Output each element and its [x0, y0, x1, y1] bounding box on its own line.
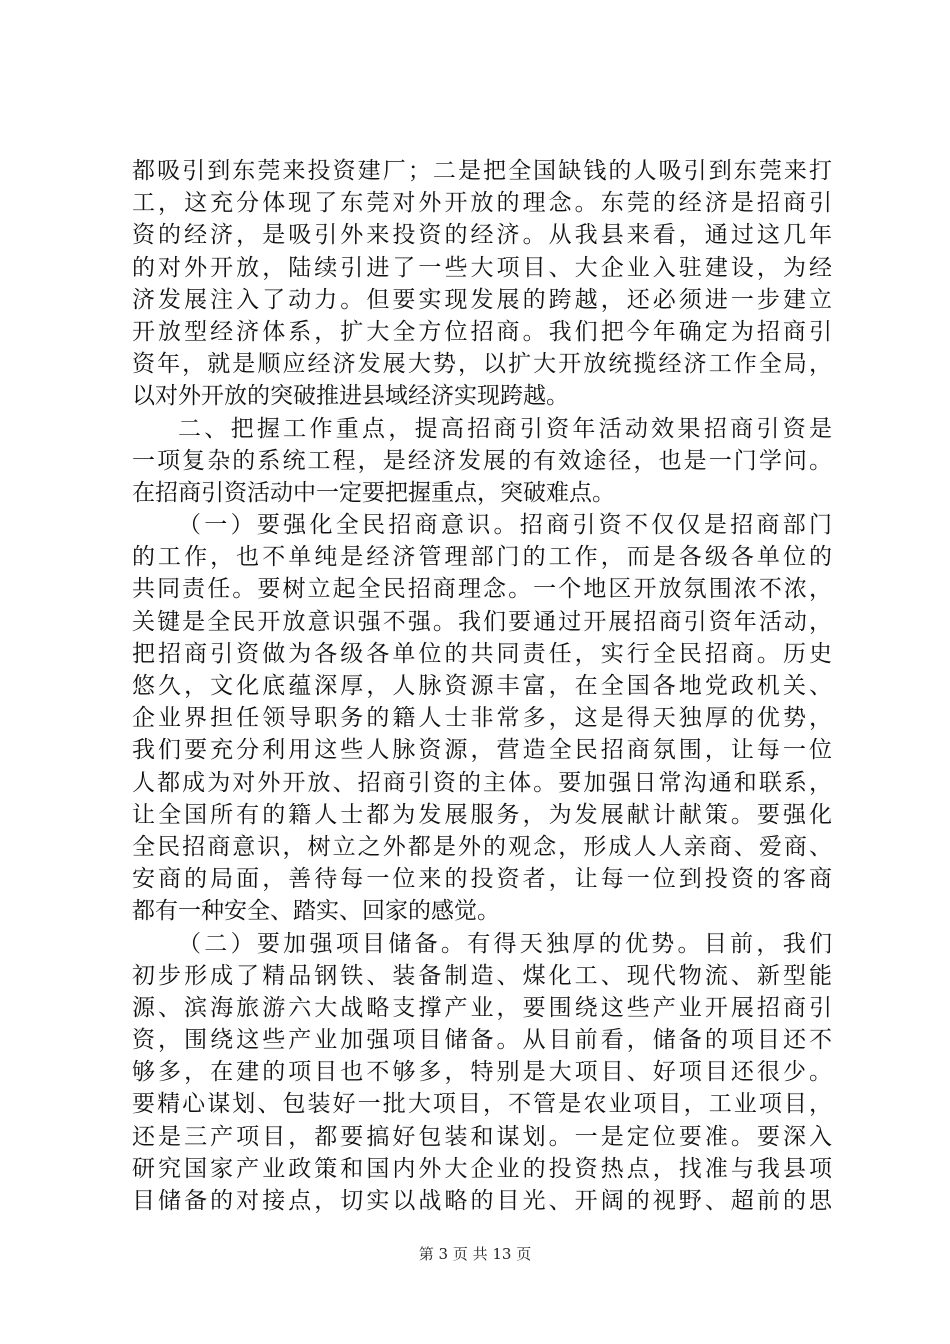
- text-line: 目储备的对接点，切实以战略的目光、开阔的视野、超前的思: [132, 1188, 832, 1214]
- text-line: 让全国所有的籍人士都为发展服务，为发展献计献策。要强化: [132, 801, 832, 828]
- text-line: 一项复杂的系统工程，是经济发展的有效途径，也是一门学问。: [132, 447, 832, 474]
- text-line: 企业界担任领导职务的籍人士非常多，这是得天独厚的优势，: [132, 705, 832, 732]
- text-line: 济发展注入了动力。但要实现发展的跨越，还必须进一步建立: [132, 286, 832, 313]
- text-line: 人都成为对外开放、招商引资的主体。要加强日常沟通和联系，: [132, 769, 832, 796]
- text-line: 关键是全民开放意识强不强。我们要通过开展招商引资年活动，: [132, 608, 832, 635]
- text-line: 源、滨海旅游六大战略支撑产业，要围绕这些产业开展招商引: [132, 994, 832, 1021]
- text-line: 资，围绕这些产业加强项目储备。从目前看，储备的项目还不: [132, 1027, 832, 1054]
- text-line: 共同责任。要树立起全民招商理念。一个地区开放氛围浓不浓，: [132, 576, 832, 603]
- text-line: 够多，在建的项目也不够多，特别是大项目、好项目还很少。: [132, 1059, 832, 1086]
- text-line: 二、把握工作重点，提高招商引资年活动效果招商引资是: [178, 415, 832, 442]
- text-line: 都吸引到东莞来投资建厂；二是把全国缺钱的人吸引到东莞来打: [132, 158, 832, 184]
- text-line: 研究国家产业政策和国内外大企业的投资热点，找准与我县项: [132, 1155, 832, 1182]
- text-line: 开放型经济体系，扩大全方位招商。我们把今年确定为招商引: [132, 318, 832, 345]
- text-line: 我们要充分利用这些人脉资源，营造全民招商氛围，让每一位: [132, 737, 832, 764]
- text-line: 以对外开放的突破推进县域经济实现跨越。: [132, 383, 569, 410]
- text-line: 还是三产项目，都要搞好包装和谋划。一是定位要准。要深入: [132, 1123, 832, 1150]
- text-line: 悠久，文化底蕴深厚，人脉资源丰富，在全国各地党政机关、: [132, 673, 832, 699]
- text-line: 初步形成了精品钢铁、装备制造、煤化工、现代物流、新型能: [132, 962, 832, 989]
- text-line: 在招商引资活动中一定要把握重点，突破难点。: [132, 479, 615, 506]
- text-line: 资的经济，是吸引外来投资的经济。从我县来看，通过这几年: [132, 222, 832, 249]
- text-line: 要精心谋划、包装好一批大项目，不管是农业项目，工业项目，: [132, 1091, 832, 1118]
- text-line: 都有一种安全、踏实、回家的感觉。: [132, 898, 500, 925]
- text-line: 安商的局面，善待每一位来的投资者，让每一位到投资的客商: [132, 866, 832, 893]
- document-body: [132, 155, 832, 1217]
- text-line: （二）要加强项目储备。有得天独厚的优势。目前，我们: [178, 930, 832, 957]
- text-line: 资年，就是顺应经济发展大势，以扩大开放统揽经济工作全局，: [132, 351, 832, 378]
- page-footer: 第 3 页 共 13 页: [418, 1245, 532, 1263]
- text-line: 的工作，也不单纯是经济管理部门的工作，而是各级各单位的: [132, 544, 832, 571]
- text-line: 工，这充分体现了东莞对外开放的理念。东莞的经济是招商引: [132, 190, 832, 217]
- text-line: 全民招商意识，树立之外都是外的观念，形成人人亲商、爱商、: [132, 833, 832, 860]
- text-line: 的对外开放，陆续引进了一些大项目、大企业入驻建设，为经: [132, 254, 832, 281]
- text-line: 把招商引资做为各级各单位的共同责任，实行全民招商。历史: [132, 640, 832, 667]
- text-line: （一）要强化全民招商意识。招商引资不仅仅是招商部门: [178, 512, 832, 539]
